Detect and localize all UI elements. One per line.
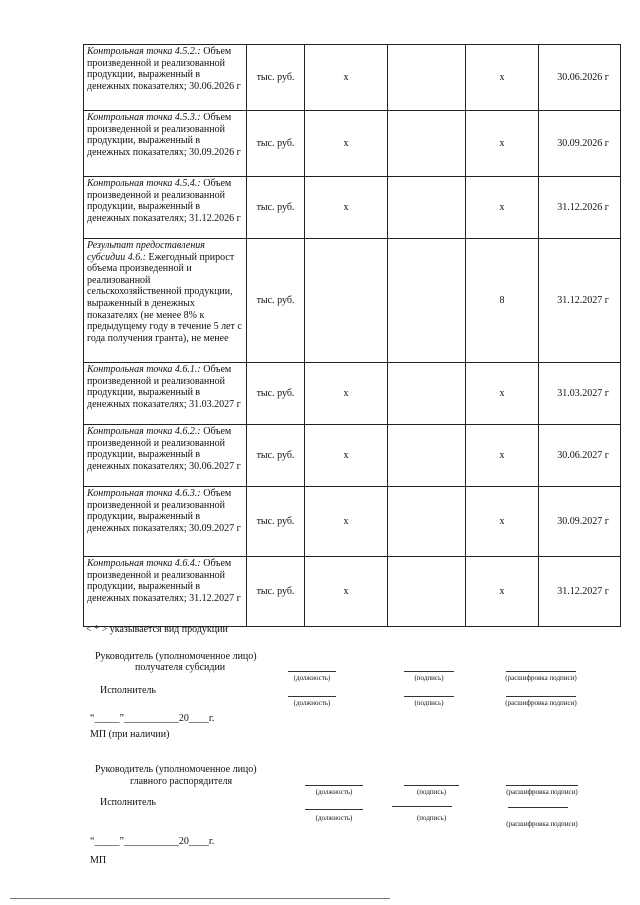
position-caption: (должность) xyxy=(315,788,353,796)
indicator-title: Контрольная точка 4.6.3.: xyxy=(87,488,201,499)
date-cell: 31.03.2027 г xyxy=(539,363,621,425)
date-cell: 30.06.2027 г xyxy=(539,425,621,487)
indicator-text: Объем произведенной и реализованной продукции, выраженный в денежных показателях; 30.09.2026 г xyxy=(87,112,241,158)
indicator-text: Ежегодный прирост объема произведенной и реализованной сельскохозяйственной продукции, выраженный в денежных показателях (не менее 8% к предыдущему году в течение 5 лет с года получения гранта), не менее xyxy=(87,251,242,344)
position-caption: (должность) xyxy=(315,814,353,822)
value-cell-1: x xyxy=(305,425,388,487)
table-row xyxy=(84,363,621,425)
value-cell-2 xyxy=(388,487,466,557)
value-cell-3: x xyxy=(466,177,539,239)
value-cell-3: x xyxy=(466,45,539,111)
date-cell: 31.12.2027 г xyxy=(539,239,621,363)
footnote: < * > указывается вид продукции xyxy=(86,624,228,635)
value-cell-1: x xyxy=(305,487,388,557)
indicator-title: Контрольная точка 4.6.1.: xyxy=(87,364,201,375)
indicator-description xyxy=(84,557,247,627)
signature-caption: (подпись) xyxy=(416,814,447,822)
indicator-description xyxy=(84,487,247,557)
stamp-optional-label: МП (при наличии) xyxy=(90,729,170,740)
recipient-head-label-1: Руководитель (уполномоченное лицо) xyxy=(95,651,257,662)
value-cell-1: x xyxy=(305,177,388,239)
stamp-label: МП xyxy=(90,855,107,866)
signature-caption: (подпись) xyxy=(414,674,444,682)
value-cell-2 xyxy=(388,45,466,111)
value-cell-2 xyxy=(388,177,466,239)
table-row xyxy=(84,177,621,239)
recipient-date-line: “_____”___________20____г. xyxy=(90,713,215,724)
value-cell-2 xyxy=(388,425,466,487)
recipient-head-label-2: получателя субсидии xyxy=(135,662,226,673)
value-cell-1: x xyxy=(305,111,388,177)
position-caption: (должность) xyxy=(293,699,331,707)
gr-head-label-2: главного распорядителя xyxy=(130,776,233,787)
table-row xyxy=(84,111,621,177)
value-cell-1 xyxy=(305,239,388,363)
value-cell-2 xyxy=(388,557,466,627)
position-caption: (должность) xyxy=(293,674,331,682)
gr-date-line: “_____”___________20____г. xyxy=(90,836,215,847)
table-row xyxy=(84,557,621,627)
bottom-rule xyxy=(10,898,390,899)
value-cell-1: x xyxy=(305,363,388,425)
value-cell-1: x xyxy=(305,557,388,627)
date-cell: 30.09.2027 г xyxy=(539,487,621,557)
indicator-description xyxy=(84,111,247,177)
table-row xyxy=(84,425,621,487)
table-row xyxy=(84,487,621,557)
decoding-caption: (расшифровка подписи) xyxy=(506,788,578,796)
indicator-text: Объем произведенной и реализованной продукции, выраженный в денежных показателях; 31.03.2027 г xyxy=(87,364,241,410)
indicator-description xyxy=(84,363,247,425)
recipient-executor-label: Исполнитель xyxy=(100,685,156,696)
gr-head-label-1: Руководитель (уполномоченное лицо) xyxy=(95,764,257,775)
table-row xyxy=(84,239,621,363)
value-cell-1: x xyxy=(305,45,388,111)
value-cell-3: x xyxy=(466,487,539,557)
decoding-caption: (расшифровка подписи) xyxy=(505,699,577,707)
indicator-text: Объем произведенной и реализованной продукции, выраженный в денежных показателях; 31.12.2026 г xyxy=(87,178,241,224)
value-cell-2 xyxy=(388,363,466,425)
date-cell: 30.09.2026 г xyxy=(539,111,621,177)
unit-cell: тыс. руб. xyxy=(247,557,305,627)
table-row xyxy=(84,45,621,111)
value-cell-2 xyxy=(388,239,466,363)
value-cell-3: 8 xyxy=(466,239,539,363)
gr-executor-label: Исполнитель xyxy=(100,797,156,808)
value-cell-3: x xyxy=(466,557,539,627)
indicator-text: Объем произведенной и реализованной продукции, выраженный в денежных показателях; 30.06.2026 г xyxy=(87,46,241,92)
unit-cell: тыс. руб. xyxy=(247,177,305,239)
indicator-title: Контрольная точка 4.5.4.: xyxy=(87,178,201,189)
unit-cell: тыс. руб. xyxy=(247,487,305,557)
unit-cell: тыс. руб. xyxy=(247,239,305,363)
indicator-description xyxy=(84,239,247,363)
unit-cell: тыс. руб. xyxy=(247,111,305,177)
indicator-text: Объем произведенной и реализованной продукции, выраженный в денежных показателях; 30.06.2027 г xyxy=(87,426,241,472)
value-cell-3: x xyxy=(466,425,539,487)
unit-cell: тыс. руб. xyxy=(247,45,305,111)
indicator-title: Контрольная точка 4.5.2.: xyxy=(87,46,201,57)
value-cell-3: x xyxy=(466,363,539,425)
decoding-caption: (расшифровка подписи) xyxy=(506,820,578,828)
date-cell: 31.12.2026 г xyxy=(539,177,621,239)
indicator-description xyxy=(84,45,247,111)
unit-cell: тыс. руб. xyxy=(247,425,305,487)
indicator-text: Объем произведенной и реализованной продукции, выраженный в денежных показателях; 30.09.2027 г xyxy=(87,488,241,534)
date-cell: 30.06.2026 г xyxy=(539,45,621,111)
decoding-caption: (расшифровка подписи) xyxy=(505,674,577,682)
indicator-title: Контрольная точка 4.6.4.: xyxy=(87,558,201,569)
indicator-description xyxy=(84,177,247,239)
results-table xyxy=(83,44,621,627)
signature-caption: (подпись) xyxy=(414,699,444,707)
value-cell-2 xyxy=(388,111,466,177)
indicator-title: Результат предоставления субсидии 4.6.: xyxy=(87,240,205,263)
signature-caption: (подпись) xyxy=(416,788,447,796)
indicator-description xyxy=(84,425,247,487)
indicator-title: Контрольная точка 4.5.3.: xyxy=(87,112,201,123)
date-cell: 31.12.2027 г xyxy=(539,557,621,627)
indicator-title: Контрольная точка 4.6.2.: xyxy=(87,426,201,437)
unit-cell: тыс. руб. xyxy=(247,363,305,425)
value-cell-3: x xyxy=(466,111,539,177)
indicator-text: Объем произведенной и реализованной продукции, выраженный в денежных показателях; 31.12.2027 г xyxy=(87,558,241,604)
